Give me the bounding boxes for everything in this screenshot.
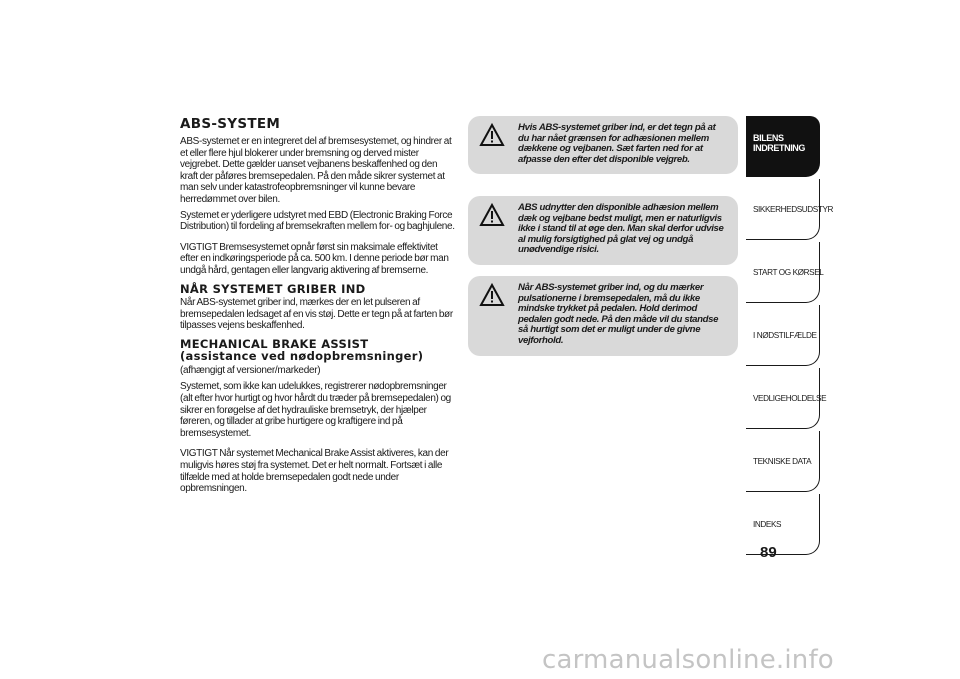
tab-i-nodstilfaelde[interactable] [746,305,820,366]
warning-box-3 [468,276,738,356]
tab-sikkerhedsudstyr[interactable] [746,179,834,240]
abs-paragraph-3: VIGTIGT Bremsesystemet opnår først sin maksimale effektivitet efter en indkøringsperiode på ca. 500 km. I denne periode bør man undgå hård, gentagen eller langvarig aktivering af bremserne. [180,241,449,276]
warning-text-1: Hvis ABS-systemet griber ind, er det tegn på at du har nået grænsen for adhæsionen mellem dækkene og vejbanen. Sæt farten ned for at afpasse den efter det disponible vejgreb. [518,122,716,165]
mba-paragraph-2: VIGTIGT Når systemet Mechanical Brake Assist aktiveres, kan der muligvis høres støj fra systemet. Det er helt normalt. Fortsæt i alle tilfælde med at holde bremsepedalen godt nede under opbremsningen. [180,448,449,495]
mba-heading-sub: (assistance ved nødopbremsninger) [180,349,424,364]
main-text-column [180,116,456,499]
tab-label: INDEKS [753,520,782,529]
warning-text-3: Når ABS-systemet griber ind, og du mærker pulsationerne i bremsepedalen, må du ikke mindske trykket på pedalen. Hold derimod pedalen godt nede. På den måde vil du standse så hurtigt som det er muligt under de givne vejforhold. [518,282,719,346]
chapter-tabs [746,116,834,557]
tab-indeks[interactable] [746,494,820,555]
warning-box-1 [468,116,738,174]
tab-tekniske-data[interactable] [746,431,820,492]
tab-start-og-korsel[interactable] [746,242,824,303]
warning-triangle-icon [480,124,504,146]
engage-paragraph: Når ABS-systemet griber ind, mærkes der en let pulseren af bremsepedalen ledsaget af en vis støj. Dette er tegn på at farten bør tilpasses vejens beskaffenhed. [180,297,453,332]
warning-box-2 [468,196,738,265]
mba-version-note: (afhængigt af versioner/markeder) [180,364,321,376]
tab-label: SIKKERHEDSUDSTYR [753,205,834,214]
tab-label: I NØDSTILFÆLDE [753,331,817,340]
tab-bilens-indretning[interactable] [746,116,820,177]
mba-paragraph-1: Systemet, som ikke kan udelukkes, registrerer nødopbremsninger (alt efter hvor hurtigt og hvor hårdt du træder på bremsepedalen) og sikrer en forøgelse af det hydrauliske bremsetryk, der hjælper føreren, og tillader at gribe hurtigere og kraftigere ind på bremsesystemet. [180,381,451,439]
warning-triangle-icon [480,284,504,306]
abs-system-heading: ABS-SYSTEM [180,116,281,132]
tab-label: TEKNISKE DATA [753,457,812,466]
tab-label: BILENS INDRETNING [753,133,805,153]
abs-paragraph-2: Systemet er yderligere udstyret med EBD (Electronic Braking Force Distribution) til fordeling af bremsekraften mellem for- og baghjulene. [180,209,455,233]
tab-vedligeholdelse[interactable] [746,368,827,429]
page-number: 89 [760,544,777,561]
watermark-text: carmanualsonline.info [542,645,834,675]
engage-heading: NÅR SYSTEMET GRIBER IND [180,281,366,296]
tab-label: VEDLIGEHOLDELSE [753,394,827,403]
tab-label: START OG KØRSEL [753,268,824,277]
warning-triangle-icon [480,204,504,226]
abs-paragraph-1: ABS-systemet er en integreret del af bremsesystemet, og hindrer at et eller flere hjul blokerer under bremsning og derved mister vejgrebet. Dette gælder uanset vejbanens beskaffenhed og den kraft der påføres bremsepedalen. På den måde sikrer systemet at man selv under katastrofeopbremsninger vil kunne bevare herredømmet over bilen. [180,136,452,205]
mba-heading: MECHANICAL BRAKE ASSIST [180,336,369,351]
warning-text-2: ABS udnytter den disponible adhæsion mellem dæk og vejbane bedst muligt, men er naturligvis ikke i stand til at øge den. Man skal derfor udvise al mulig forsigtighed på glat vej og undgå unødvendige risici. [518,202,724,256]
